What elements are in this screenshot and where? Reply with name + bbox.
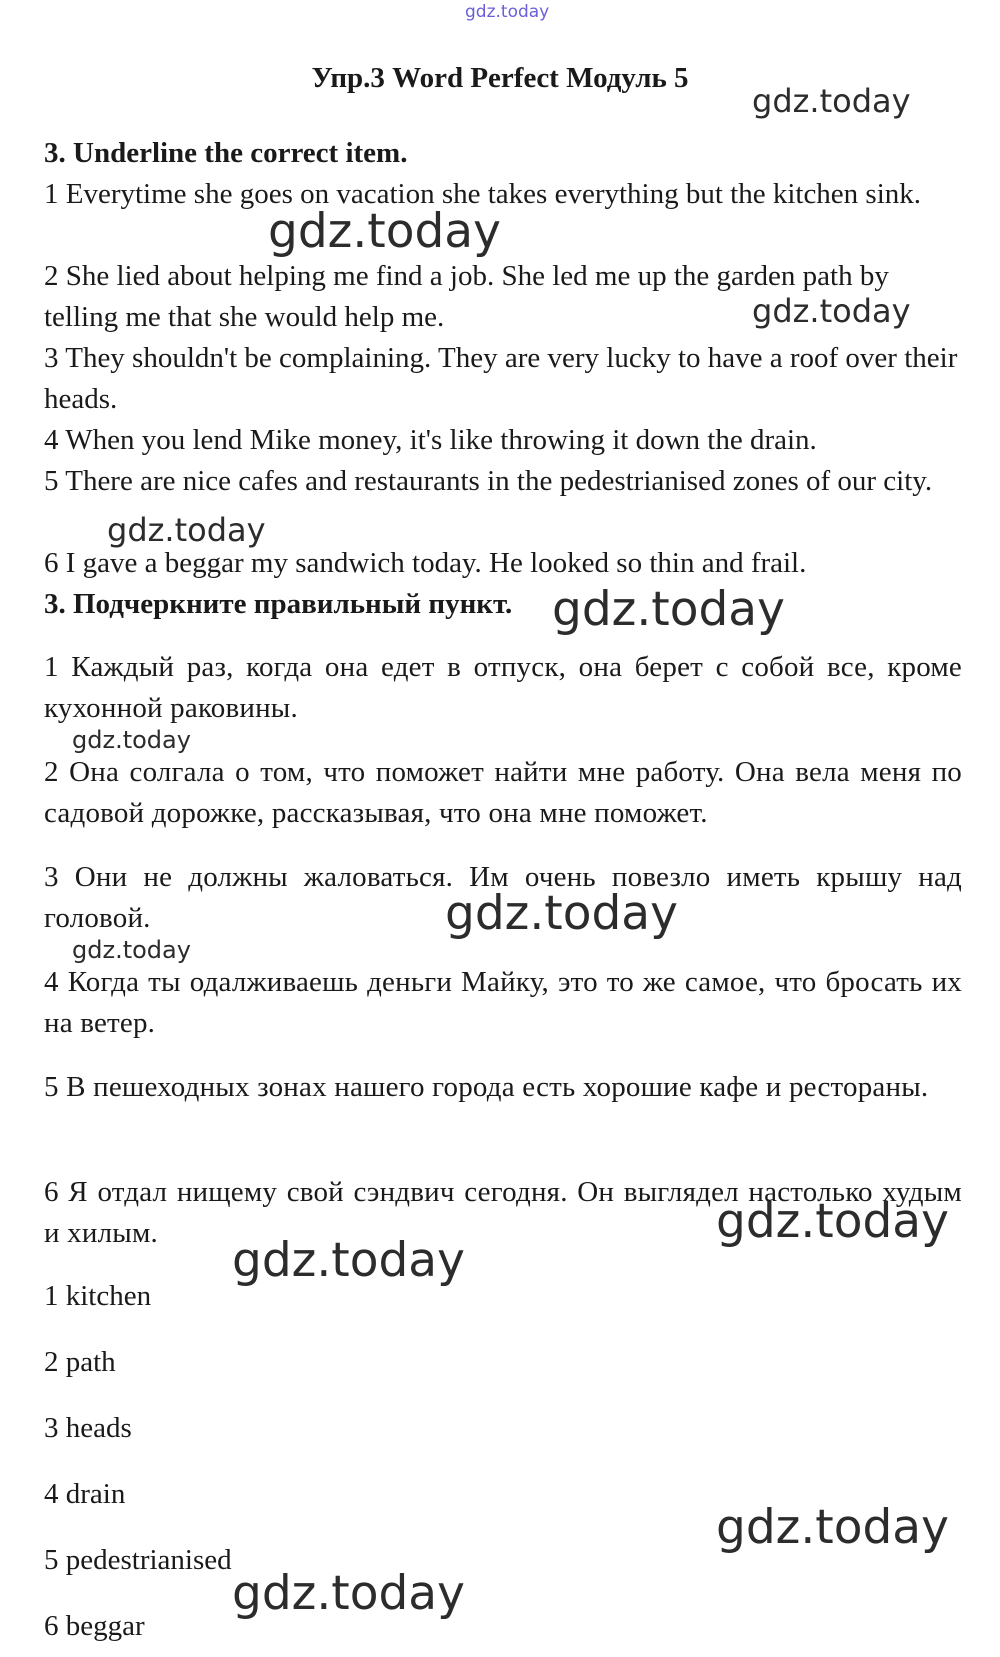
answer-item-4: 4 drain [44, 1478, 126, 1510]
answer-item-5: 5 pedestrianised [44, 1544, 232, 1576]
watermark: gdz.today [268, 204, 501, 259]
answer-item-3: 3 heads [44, 1412, 132, 1444]
russian-heading: 3. Подчеркните правильный пункт. [44, 588, 513, 620]
english-sentence-2: 2 She lied about helping me find a job. She led me up the garden path by telling me that she would help me. [44, 260, 889, 333]
watermark: gdz.today [72, 726, 191, 754]
russian-sentence-2: 2 Она солгала о том, что поможет найти мне работу. Она вела меня по садовой дорожке, рассказывая, что она мне поможет. [44, 756, 962, 829]
english-sentence-3: 3 They shouldn't be complaining. They are very lucky to have a roof over their heads. [44, 342, 958, 415]
english-sentence-1: 1 Everytime she goes on vacation she takes everything but the kitchen sink. [44, 178, 922, 210]
russian-sentence-4: 4 Когда ты одалживаешь деньги Майку, это то же самое, что бросать их на ветер. [44, 966, 962, 1039]
watermark: gdz.today [716, 1194, 949, 1249]
watermark-top: gdz.today [465, 2, 550, 22]
english-sentence-4: 4 When you lend Mike money, it's like throwing it down the drain. [44, 424, 817, 456]
russian-sentence-3: 3 Они не должны жаловаться. Им очень повезло иметь крышу над головой. [44, 861, 962, 934]
english-sentence-6: 6 I gave a beggar my sandwich today. He looked so thin and frail. [44, 547, 807, 579]
watermark: gdz.today [716, 1500, 949, 1555]
watermark: gdz.today [752, 82, 911, 120]
watermark: gdz.today [107, 511, 266, 549]
answer-item-1: 1 kitchen [44, 1280, 152, 1312]
answer-item-6: 6 beggar [44, 1610, 145, 1642]
watermark: gdz.today [232, 1566, 465, 1621]
page-title: Упр.3 Word Perfect Модуль 5 [311, 62, 689, 94]
russian-sentence-6: 6 Я отдал нищему свой сэндвич сегодня. Он выглядел настолько худым и хилым. [44, 1176, 962, 1249]
answer-item-2: 2 path [44, 1346, 116, 1378]
watermark: gdz.today [232, 1233, 465, 1288]
watermark: gdz.today [72, 936, 191, 964]
watermark: gdz.today [752, 292, 911, 330]
russian-sentence-1: 1 Каждый раз, когда она едет в отпуск, она берет с собой все, кроме кухонной раковины. [44, 651, 962, 724]
english-heading: 3. Underline the correct item. [44, 137, 408, 169]
watermark: gdz.today [445, 886, 678, 941]
russian-sentence-5: 5 В пешеходных зонах нашего города есть хорошие кафе и рестораны. [44, 1071, 929, 1103]
english-sentence-5: 5 There are nice cafes and restaurants in the pedestrianised zones of our city. [44, 465, 933, 497]
watermark: gdz.today [552, 582, 785, 637]
